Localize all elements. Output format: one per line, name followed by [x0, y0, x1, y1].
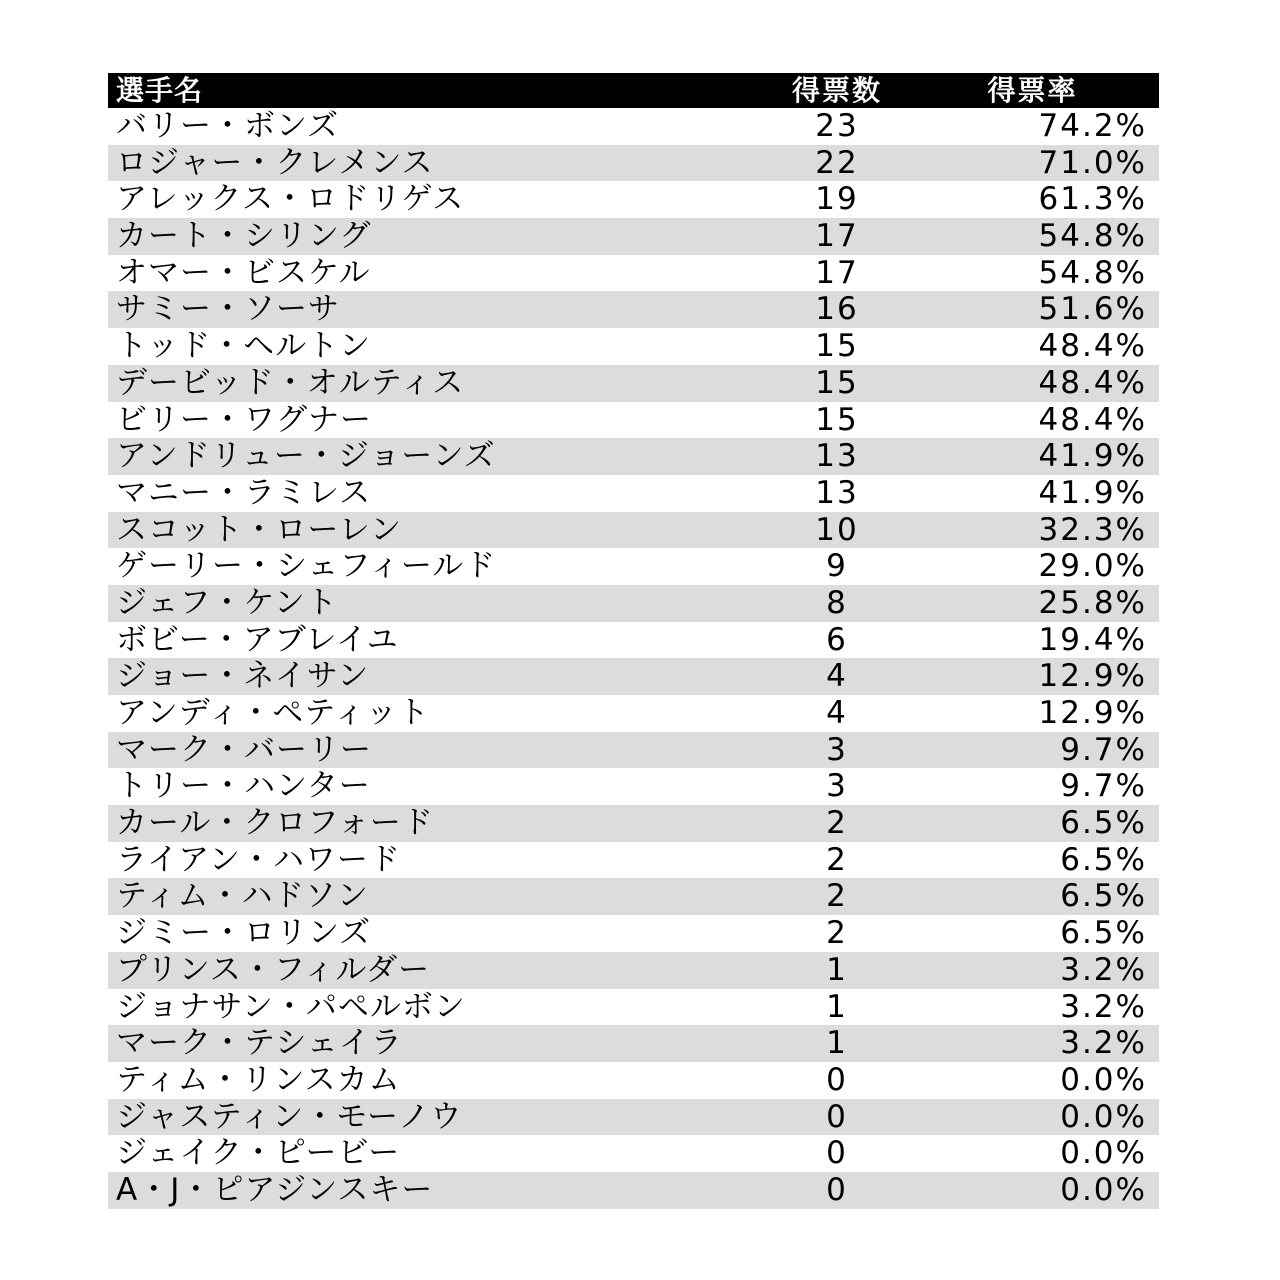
vote-rate-cell: 6.5%: [1060, 878, 1147, 915]
vote-rate-cell: 3.2%: [1060, 988, 1147, 1025]
player-name-cell: ロジャー・クレメンス: [116, 144, 434, 181]
player-name-cell: ゲーリー・シェフィールド: [116, 548, 497, 585]
votes-cell: 1: [826, 1025, 848, 1062]
votes-cell: 19: [815, 181, 859, 218]
player-name-cell: マーク・バーリー: [116, 731, 372, 768]
table-row: [108, 438, 1159, 475]
player-name-cell: カール・クロフォード: [116, 805, 434, 842]
table-row: [108, 145, 1159, 182]
table-row: [108, 365, 1159, 402]
vote-rate-cell: 6.5%: [1060, 915, 1147, 952]
votes-cell: 3: [826, 768, 848, 805]
vote-rate-cell: 54.8%: [1038, 218, 1147, 255]
votes-cell: 2: [826, 805, 848, 842]
votes-cell: 4: [826, 695, 848, 731]
votes-cell: 1: [826, 988, 848, 1025]
vote-rate-cell: 41.9%: [1038, 474, 1147, 511]
votes-cell: 4: [826, 658, 848, 695]
table-row: [108, 805, 1159, 842]
votes-cell: 8: [826, 584, 848, 621]
vote-rate-cell: 48.4%: [1038, 364, 1147, 401]
votes-cell: 3: [826, 731, 848, 768]
table-row: [108, 622, 1159, 659]
table-row: [108, 108, 1159, 145]
vote-rate-cell: 71.0%: [1038, 144, 1147, 181]
player-name-cell: ティム・リンスカム: [116, 1061, 401, 1098]
table-row: [108, 548, 1159, 585]
table-row: [108, 1025, 1159, 1062]
header-player-name: 選手名: [116, 74, 204, 107]
vote-rate-cell: 48.4%: [1038, 328, 1147, 365]
player-name-cell: A・J・ピアジンスキー: [116, 1171, 434, 1208]
table-row: [108, 475, 1159, 512]
table-row: [108, 1135, 1159, 1172]
player-name-cell: アンドリュー・ジョーンズ: [116, 438, 496, 475]
player-name-cell: サミー・ソーサ: [116, 291, 340, 328]
table-row: [108, 512, 1159, 549]
votes-cell: 0: [826, 1098, 848, 1135]
player-name-cell: ジョナサン・パペルボン: [116, 988, 466, 1025]
vote-rate-cell: 12.9%: [1038, 658, 1147, 695]
votes-cell: 15: [815, 328, 859, 365]
vote-rate-cell: 0.0%: [1060, 1171, 1147, 1208]
votes-cell: 22: [815, 144, 859, 181]
table-row: [108, 658, 1159, 695]
vote-rate-cell: 54.8%: [1038, 254, 1147, 291]
player-name-cell: バリー・ボンズ: [116, 108, 340, 144]
table-row: [108, 1099, 1159, 1136]
votes-cell: 13: [815, 474, 859, 511]
votes-cell: 0: [826, 1135, 848, 1172]
player-name-cell: ジミー・ロリンズ: [116, 915, 372, 952]
votes-cell: 2: [826, 841, 848, 878]
player-name-cell: デービッド・オルティス: [116, 364, 465, 401]
player-name-cell: アレックス・ロドリゲス: [116, 181, 465, 218]
header-votes: 得票数: [791, 74, 882, 107]
vote-rate-cell: 9.7%: [1060, 731, 1147, 768]
votes-cell: 2: [826, 878, 848, 915]
table-row: [108, 695, 1159, 732]
votes-cell: 17: [815, 254, 859, 291]
vote-rate-cell: 19.4%: [1038, 621, 1147, 658]
table-row: [108, 952, 1159, 989]
votes-cell: 15: [815, 364, 859, 401]
table-body: [108, 108, 1159, 1209]
player-name-cell: ジェイク・ピービー: [116, 1135, 401, 1172]
vote-rate-cell: 25.8%: [1038, 584, 1147, 621]
player-name-cell: ジャスティン・モーノウ: [116, 1098, 463, 1135]
vote-rate-cell: 32.3%: [1038, 511, 1147, 548]
vote-rate-cell: 6.5%: [1060, 805, 1147, 842]
player-name-cell: プリンス・フィルダー: [116, 951, 431, 988]
votes-cell: 0: [826, 1171, 848, 1208]
vote-rate-cell: 48.4%: [1038, 401, 1147, 438]
table-row: [108, 1062, 1159, 1099]
table-row: [108, 585, 1159, 622]
header-vote-rate: 得票率: [987, 74, 1078, 107]
player-name-cell: カート・シリング: [116, 218, 372, 255]
player-name-cell: スコット・ローレン: [116, 511, 402, 548]
table-row: [108, 842, 1159, 879]
table-row: [108, 181, 1159, 218]
player-name-cell: マニー・ラミレス: [116, 474, 372, 511]
vote-rate-cell: 3.2%: [1060, 951, 1147, 988]
player-name-cell: ライアン・ハワード: [116, 841, 401, 878]
vote-rate-cell: 29.0%: [1038, 548, 1147, 585]
vote-rate-cell: 9.7%: [1060, 768, 1147, 805]
vote-rate-cell: 6.5%: [1060, 841, 1147, 878]
player-name-cell: ビリー・ワグナー: [116, 401, 372, 438]
vote-rate-cell: 0.0%: [1060, 1098, 1147, 1135]
vote-rate-cell: 3.2%: [1060, 1025, 1147, 1062]
votes-cell: 1: [826, 951, 848, 988]
table-row: [108, 989, 1159, 1026]
player-name-cell: ジェフ・ケント: [116, 584, 338, 621]
player-name-cell: ボビー・アブレイユ: [116, 621, 399, 658]
player-name-cell: ジョー・ネイサン: [116, 658, 370, 695]
votes-cell: 10: [815, 511, 859, 548]
player-name-cell: トリー・ハンター: [116, 768, 371, 805]
table-row: [108, 328, 1159, 365]
table-row: [108, 255, 1159, 292]
table-row: [108, 218, 1159, 255]
player-name-cell: マーク・テシェイラ: [116, 1025, 403, 1062]
table-row: [108, 915, 1159, 952]
table-row: [108, 1172, 1159, 1209]
table-row: [108, 878, 1159, 915]
votes-cell: 15: [815, 401, 859, 438]
vote-rate-cell: 51.6%: [1038, 291, 1147, 328]
vote-table: [108, 73, 1159, 1209]
player-name-cell: アンディ・ペティット: [116, 695, 430, 731]
player-name-cell: トッド・ヘルトン: [116, 328, 372, 365]
table-row: [108, 732, 1159, 769]
table-row: [108, 402, 1159, 439]
votes-cell: 17: [815, 218, 859, 255]
player-name-cell: オマー・ビスケル: [116, 254, 371, 291]
votes-cell: 6: [826, 621, 848, 658]
table-row: [108, 768, 1159, 805]
votes-cell: 9: [826, 548, 848, 585]
vote-rate-cell: 0.0%: [1060, 1061, 1147, 1098]
player-name-cell: ティム・ハドソン: [116, 878, 369, 915]
table-row: [108, 291, 1159, 328]
vote-rate-cell: 41.9%: [1038, 438, 1147, 475]
votes-cell: 13: [815, 438, 859, 475]
vote-rate-cell: 74.2%: [1038, 108, 1147, 144]
table-header: [108, 73, 1159, 108]
votes-cell: 2: [826, 915, 848, 952]
votes-cell: 23: [815, 108, 859, 144]
votes-cell: 0: [826, 1061, 848, 1098]
votes-cell: 16: [815, 291, 859, 328]
vote-rate-cell: 61.3%: [1038, 181, 1147, 218]
vote-rate-cell: 12.9%: [1038, 695, 1147, 731]
vote-rate-cell: 0.0%: [1060, 1135, 1147, 1172]
